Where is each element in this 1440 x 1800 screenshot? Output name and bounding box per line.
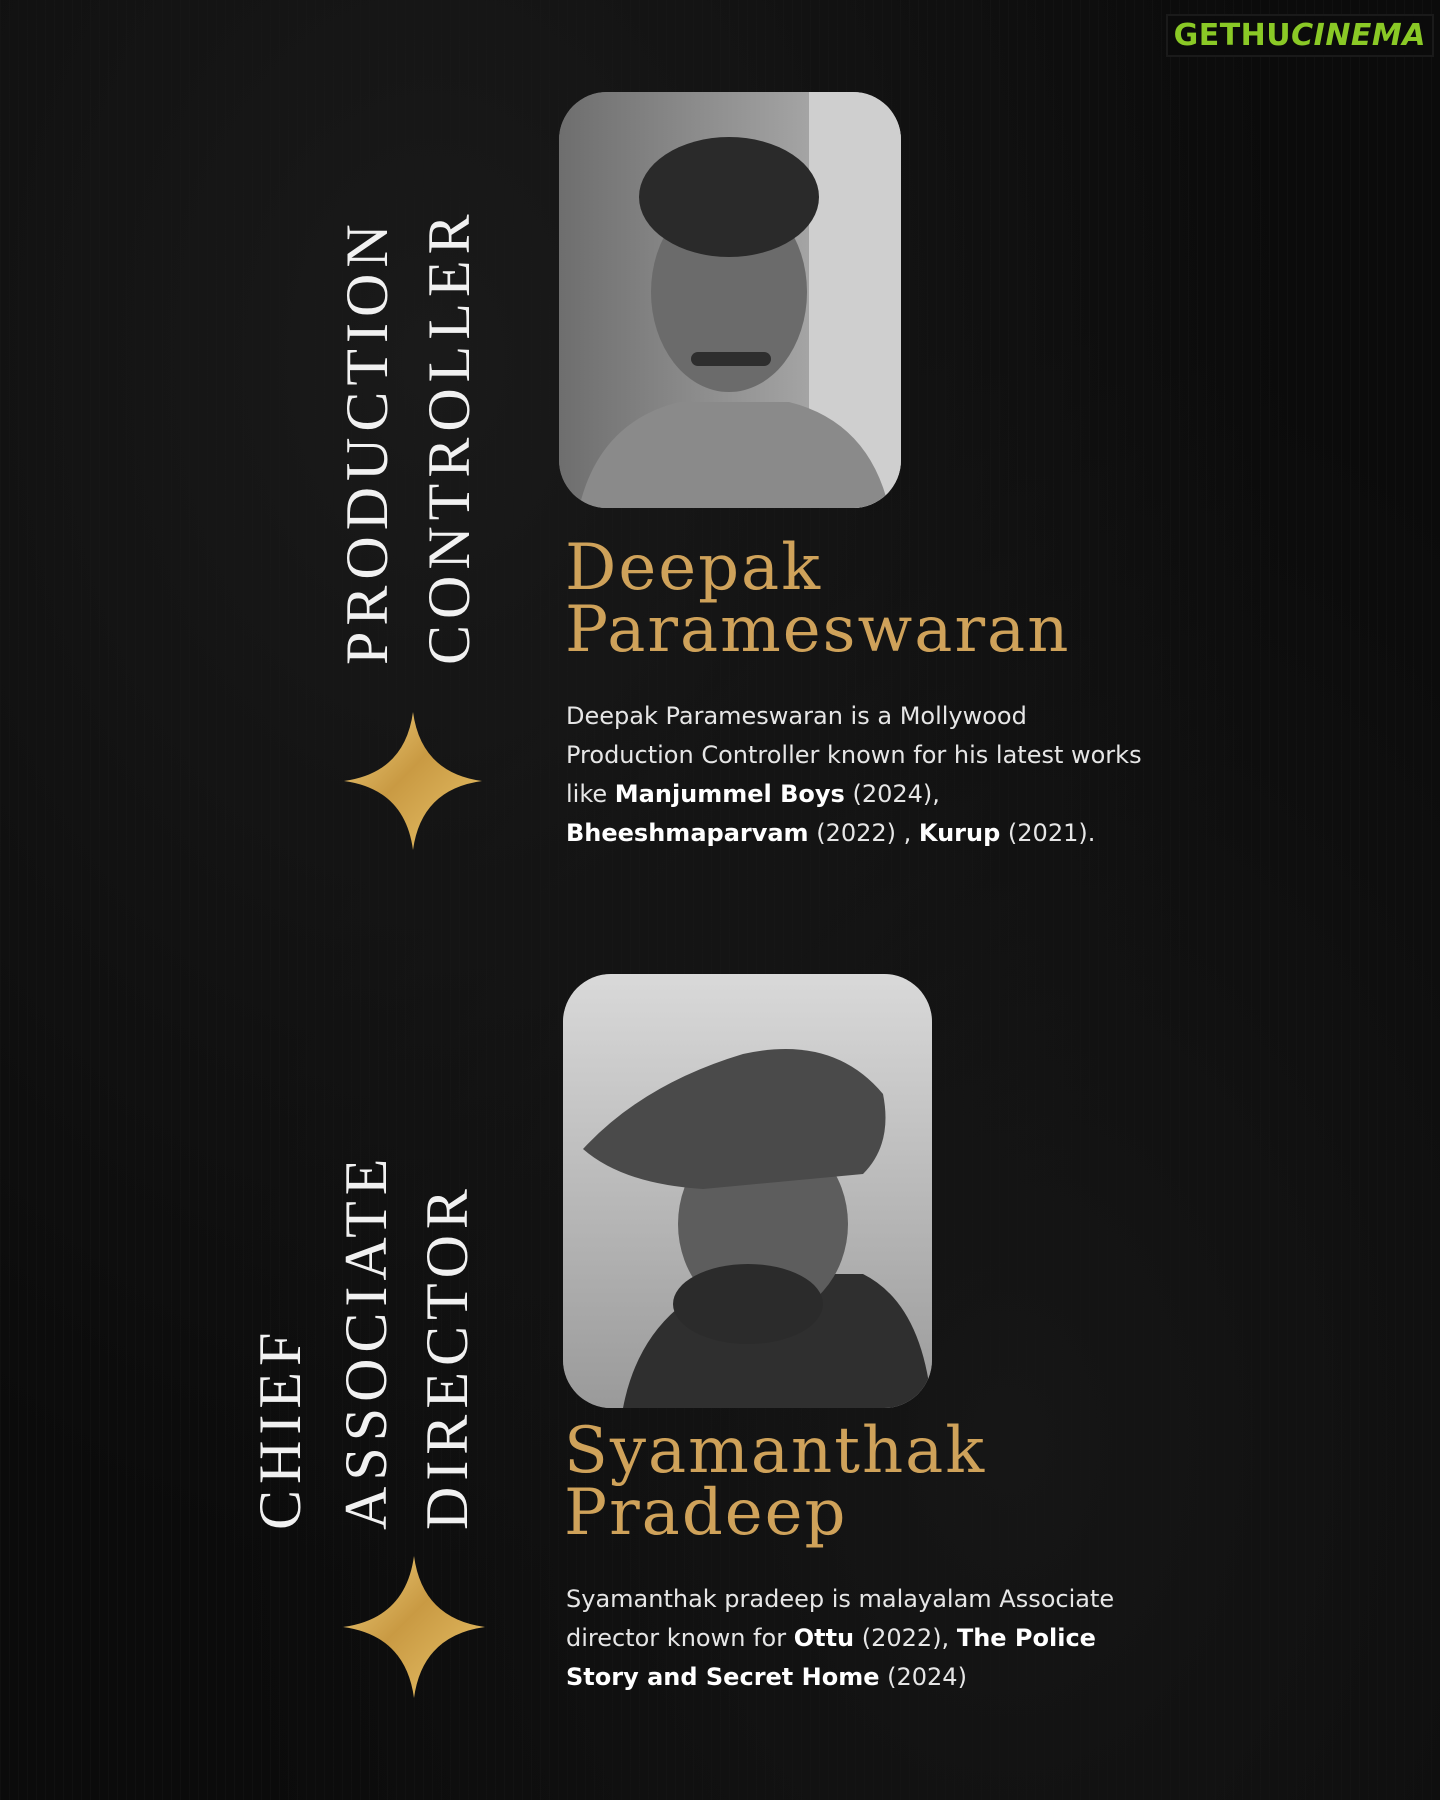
name-line1: Deepak bbox=[565, 531, 822, 605]
bio-intro: Syamanthak pradeep is malayalam Associate director known for bbox=[566, 1585, 1115, 1652]
four-point-star-icon bbox=[340, 712, 486, 850]
logo-part2: CINEMA bbox=[1291, 18, 1426, 53]
bio-year: (2022), bbox=[854, 1624, 957, 1652]
logo-part1: GETHU bbox=[1173, 18, 1292, 53]
bio-year: (2024) bbox=[879, 1663, 967, 1691]
role-label-line2: ASSOCIATE bbox=[333, 1152, 399, 1530]
bio-work: Ottu bbox=[793, 1624, 855, 1652]
name-line2: Pradeep bbox=[564, 1476, 848, 1550]
bio-intro: Deepak Parameswaran is a Mollywood Production Controller known for his latest works like bbox=[566, 702, 1142, 808]
role-label-line3: DIRECTOR bbox=[414, 1183, 480, 1530]
bio-work: Kurup bbox=[918, 819, 1001, 847]
bio-year: (2021). bbox=[1000, 819, 1096, 847]
bio-work: The Police Story and Secret Home bbox=[566, 1624, 1096, 1691]
portrait-photo bbox=[563, 974, 932, 1408]
four-point-star-icon bbox=[338, 1556, 490, 1698]
person-name bbox=[564, 1414, 987, 1550]
bio-year: (2024), bbox=[844, 780, 940, 808]
role-label-line1: PRODUCTION bbox=[334, 218, 400, 665]
role-label-line2: CONTROLLER bbox=[416, 208, 482, 665]
bio-work: Bheeshmaparvam bbox=[566, 819, 809, 847]
bio-year: (2022) , bbox=[808, 819, 919, 847]
bio-text bbox=[566, 697, 1146, 853]
gethucinema-logo bbox=[1166, 14, 1434, 57]
name-line2: Parameswaran bbox=[565, 593, 1071, 667]
person-name bbox=[565, 531, 1071, 667]
portrait-photo bbox=[559, 92, 901, 508]
bio-work: Manjummel Boys bbox=[614, 780, 845, 808]
bio-text bbox=[566, 1580, 1146, 1697]
name-line1: Syamanthak bbox=[564, 1414, 987, 1488]
role-label-line1: CHIEF bbox=[247, 1326, 313, 1530]
